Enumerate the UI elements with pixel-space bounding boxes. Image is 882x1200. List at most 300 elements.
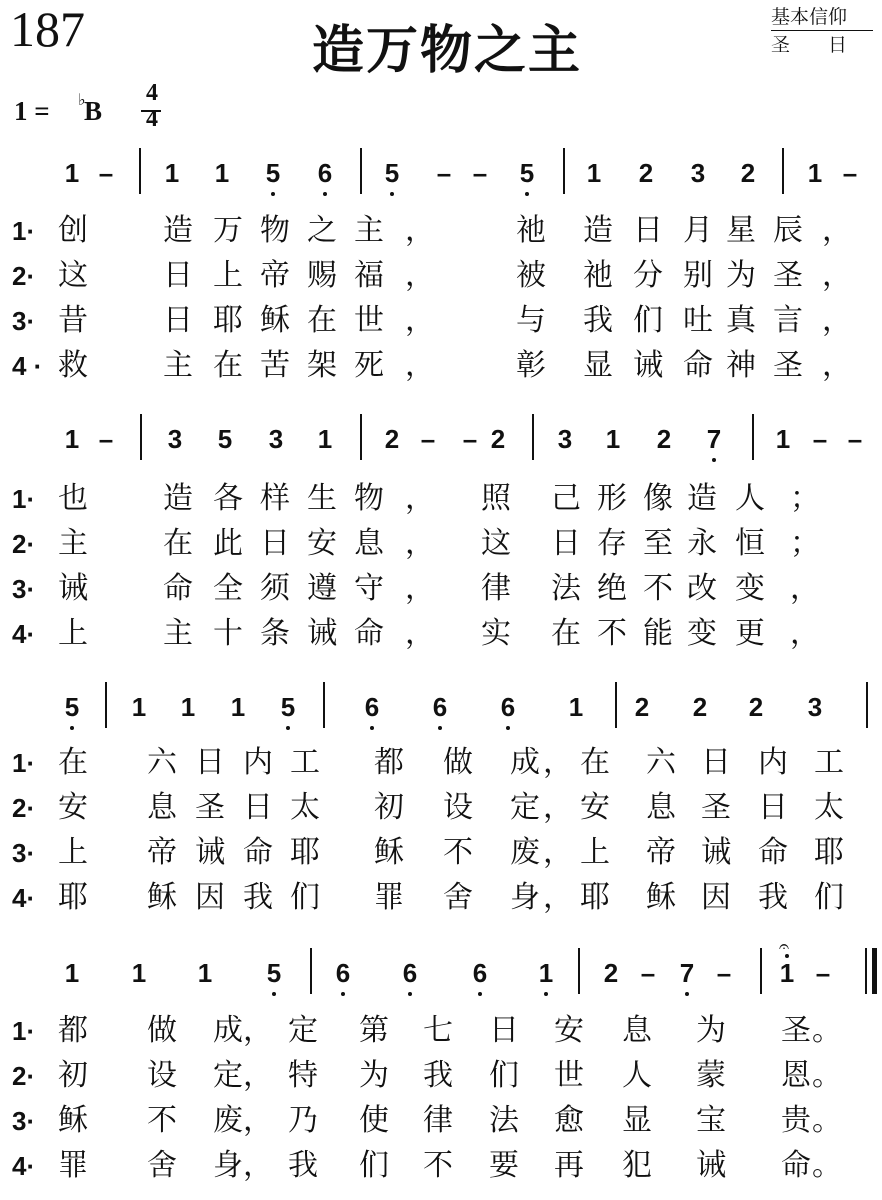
- lyric-char: 我: [758, 880, 788, 915]
- lyric-punctuation: ，: [243, 1058, 273, 1093]
- note: 1: [197, 958, 213, 988]
- note: –: [98, 158, 114, 188]
- lyric-punctuation: ，: [543, 880, 573, 915]
- note: –: [472, 158, 488, 188]
- lyric-char: 照: [481, 481, 511, 516]
- lyric-punctuation: ，: [405, 213, 435, 248]
- note: –: [842, 158, 858, 188]
- lyric-char: 像: [643, 481, 673, 516]
- note: –: [640, 958, 656, 988]
- lyric-char: 言: [773, 303, 803, 338]
- lyric-char: 创: [58, 213, 88, 248]
- lyric-char: 诫: [701, 835, 731, 870]
- lyric-char: 要: [489, 1148, 519, 1183]
- note: 1: [317, 424, 333, 454]
- lyric-char: 主: [354, 213, 384, 248]
- lyric-char: 们: [359, 1148, 389, 1183]
- lyric-char: 日: [163, 258, 193, 293]
- lyric-char: 律: [423, 1103, 453, 1138]
- lyric-char: 在: [213, 348, 243, 383]
- lyric-punctuation: ，: [405, 348, 435, 383]
- lyric-char: 身: [213, 1148, 243, 1183]
- lyric-char: 耶: [58, 880, 88, 915]
- lyric-char: 这: [481, 526, 511, 561]
- note: 6: [364, 692, 380, 722]
- lyric-char: 命: [243, 835, 273, 870]
- lyric-char: 圣: [195, 790, 225, 825]
- note: 1: [605, 424, 621, 454]
- note: 6: [432, 692, 448, 722]
- lyric-char: 造: [687, 481, 717, 516]
- lyric-char: 耶: [213, 303, 243, 338]
- lyric-char: 命: [354, 616, 384, 651]
- verse-number: 4·: [12, 619, 36, 649]
- lyric-char: 特: [288, 1058, 318, 1093]
- lyric-char: 十: [213, 616, 243, 651]
- note: 2: [740, 158, 756, 188]
- lyric-char: 存: [597, 526, 627, 561]
- lower-octave-dot: [712, 458, 716, 462]
- verse-number: 2·: [12, 529, 36, 559]
- lower-octave-dot: [341, 992, 345, 996]
- lyric-punctuation: ，: [543, 835, 573, 870]
- bar-line: [310, 948, 312, 994]
- time-signature-top: 4: [146, 80, 158, 106]
- lyric-char: 都: [374, 745, 404, 780]
- lyric-char: 人: [735, 481, 765, 516]
- note: 2: [603, 958, 619, 988]
- lyric-char: 圣: [773, 348, 803, 383]
- lyric-char: 设: [443, 790, 473, 825]
- lower-octave-dot: [286, 726, 290, 730]
- lyric-char: 内: [243, 745, 273, 780]
- key-signature: [14, 96, 50, 127]
- note: 2: [748, 692, 764, 722]
- lyric-char: 圣: [701, 790, 731, 825]
- note: –: [420, 424, 436, 454]
- lyric-char: 苦: [260, 348, 290, 383]
- note: 5: [519, 158, 535, 188]
- lyric-char: 日: [758, 790, 788, 825]
- lyric-char: 被: [516, 258, 546, 293]
- note: 6: [402, 958, 418, 988]
- lyric-char: 日: [260, 526, 290, 561]
- lyric-char: 上: [580, 835, 610, 870]
- lyric-char: 守: [354, 571, 384, 606]
- lyric-char: 诫: [195, 835, 225, 870]
- lyric-char: 主: [163, 616, 193, 651]
- verse-number: 3·: [12, 306, 36, 336]
- lyric-char: 不: [643, 571, 673, 606]
- note: 1: [586, 158, 602, 188]
- lyric-char: 太: [290, 790, 320, 825]
- note: 5: [384, 158, 400, 188]
- lyric-char: 安: [580, 790, 610, 825]
- lyric-char: 显: [622, 1103, 652, 1138]
- lyric-char: 之: [307, 213, 337, 248]
- lower-octave-dot: [323, 192, 327, 196]
- lyric-char: 做: [147, 1013, 177, 1048]
- lower-octave-dot: [544, 992, 548, 996]
- lyric-char: 吐: [683, 303, 713, 338]
- bar-line: [615, 682, 617, 728]
- lyric-char: 使: [359, 1103, 389, 1138]
- lyric-char: 们: [633, 303, 663, 338]
- lyric-char: 稣: [58, 1103, 88, 1138]
- verse-number: 2·: [12, 261, 36, 291]
- lyric-punctuation: ，: [822, 213, 852, 248]
- lyric-char: 帝: [646, 835, 676, 870]
- lyric-char: 不: [597, 616, 627, 651]
- note: 3: [167, 424, 183, 454]
- lower-octave-dot: [272, 992, 276, 996]
- lyric-punctuation: ；: [790, 526, 820, 561]
- lyric-char: 上: [58, 835, 88, 870]
- lyric-char: 舍: [443, 880, 473, 915]
- lyric-punctuation: ，: [822, 348, 852, 383]
- lyric-char: 我: [243, 880, 273, 915]
- lyric-char: 法: [489, 1103, 519, 1138]
- lyric-char: 定: [213, 1058, 243, 1093]
- category-bottom: 圣 日: [771, 34, 848, 56]
- lyric-char: 主: [163, 348, 193, 383]
- lower-octave-dot: [271, 192, 275, 196]
- lyric-char: 耶: [580, 880, 610, 915]
- lyric-char: 不: [423, 1148, 453, 1183]
- note: 2: [490, 424, 506, 454]
- lyric-punctuation: ，: [543, 745, 573, 780]
- lyric-char: 为: [726, 258, 756, 293]
- lyric-char: 耶: [290, 835, 320, 870]
- lyric-char: 别: [683, 258, 713, 293]
- note: 1: [164, 158, 180, 188]
- lyric-punctuation: 。: [812, 1013, 842, 1048]
- lyric-char: 日: [701, 745, 731, 780]
- lyric-char: 死: [354, 348, 384, 383]
- lyric-char: 律: [481, 571, 511, 606]
- lyric-char: 舍: [147, 1148, 177, 1183]
- lyric-char: 们: [290, 880, 320, 915]
- lyric-char: 安: [58, 790, 88, 825]
- bar-line: [139, 148, 141, 194]
- verse-number: 2·: [12, 1061, 36, 1091]
- final-bar-line-thick: [872, 948, 877, 994]
- lyric-char: 息: [622, 1013, 652, 1048]
- lyric-char: 在: [58, 745, 88, 780]
- note: –: [436, 158, 452, 188]
- lyric-char: 月: [683, 213, 713, 248]
- lyric-char: 命: [781, 1148, 811, 1183]
- verse-number: 1·: [12, 484, 36, 514]
- lyric-char: 为: [359, 1058, 389, 1093]
- verse-number: 1·: [12, 1016, 36, 1046]
- lyric-punctuation: ，: [405, 571, 435, 606]
- note: 5: [265, 158, 281, 188]
- lyric-char: 成: [213, 1013, 243, 1048]
- lyric-char: 在: [307, 303, 337, 338]
- note: 1: [131, 692, 147, 722]
- lyric-char: 永: [687, 526, 717, 561]
- bar-line: [578, 948, 580, 994]
- lyric-char: 彰: [516, 348, 546, 383]
- lyric-char: 形: [597, 481, 627, 516]
- lyric-char: 实: [481, 616, 511, 651]
- lyric-char: 神: [726, 348, 756, 383]
- note: 1: [775, 424, 791, 454]
- lyric-char: 都: [58, 1013, 88, 1048]
- lyric-char: 物: [354, 481, 384, 516]
- lyric-char: 蒙: [696, 1058, 726, 1093]
- lyric-char: 上: [58, 616, 88, 651]
- lyric-char: 在: [163, 526, 193, 561]
- lyric-char: 日: [489, 1013, 519, 1048]
- lyric-punctuation: 。: [812, 1103, 842, 1138]
- lyric-char: 安: [554, 1013, 584, 1048]
- lyric-punctuation: ，: [243, 1148, 273, 1183]
- lyric-char: 稣: [260, 303, 290, 338]
- hymn-title: 造万物之主: [312, 21, 583, 81]
- lyric-char: 变: [687, 616, 717, 651]
- lyric-char: 犯: [622, 1148, 652, 1183]
- lyric-char: 息: [646, 790, 676, 825]
- lyric-char: 废: [213, 1103, 243, 1138]
- verse-number: 3·: [12, 838, 36, 868]
- lyric-char: 稣: [147, 880, 177, 915]
- time-signature-bottom: 4: [146, 106, 158, 132]
- lower-octave-dot: [438, 726, 442, 730]
- final-bar-line-thin: [865, 948, 867, 994]
- lyric-char: 也: [58, 481, 88, 516]
- lyric-char: 己: [551, 481, 581, 516]
- lyric-char: 上: [213, 258, 243, 293]
- note: 1: [64, 158, 80, 188]
- lyric-punctuation: ，: [790, 616, 820, 651]
- note: 1: [180, 692, 196, 722]
- lyric-punctuation: ，: [405, 481, 435, 516]
- verse-number: 4 ·: [12, 351, 43, 381]
- lyric-char: 绝: [597, 571, 627, 606]
- lower-octave-dot: [70, 726, 74, 730]
- verse-number: 2·: [12, 793, 36, 823]
- note: –: [847, 424, 863, 454]
- lyric-char: 设: [147, 1058, 177, 1093]
- lyric-char: 定: [510, 790, 540, 825]
- lyric-char: 福: [354, 258, 384, 293]
- lower-octave-dot: [478, 992, 482, 996]
- lower-octave-dot: [506, 726, 510, 730]
- lyric-char: 改: [687, 571, 717, 606]
- note: –: [716, 958, 732, 988]
- lyric-char: 星: [726, 213, 756, 248]
- lyric-char: 日: [243, 790, 273, 825]
- lyric-char: 诫: [696, 1148, 726, 1183]
- lyric-char: 贵: [781, 1103, 811, 1138]
- lyric-char: 我: [288, 1148, 318, 1183]
- lyric-char: 们: [814, 880, 844, 915]
- lyric-char: 日: [551, 526, 581, 561]
- lyric-char: 人: [622, 1058, 652, 1093]
- bar-line: [532, 414, 534, 460]
- note: 5: [64, 692, 80, 722]
- flat-icon: ♭: [78, 90, 86, 109]
- lyric-char: 条: [260, 616, 290, 651]
- lyric-char: 我: [583, 303, 613, 338]
- note: –: [462, 424, 478, 454]
- lyric-char: 六: [646, 745, 676, 780]
- lyric-char: 此: [213, 526, 243, 561]
- lower-octave-dot: [408, 992, 412, 996]
- lyric-char: 七: [423, 1013, 453, 1048]
- lyric-char: 世: [554, 1058, 584, 1093]
- lyric-char: 辰: [773, 213, 803, 248]
- lyric-char: 全: [213, 571, 243, 606]
- lyric-char: 各: [213, 481, 243, 516]
- lyric-char: 罪: [58, 1148, 88, 1183]
- category-divider: [771, 30, 873, 31]
- lyric-punctuation: 。: [812, 1058, 842, 1093]
- lyric-char: 诫: [307, 616, 337, 651]
- lyric-char: 息: [354, 526, 384, 561]
- key-note: B: [84, 96, 103, 126]
- lyric-char: 至: [643, 526, 673, 561]
- lyric-char: 更: [735, 616, 765, 651]
- lyric-punctuation: ，: [405, 616, 435, 651]
- lyric-char: 昔: [58, 303, 88, 338]
- lyric-char: 须: [260, 571, 290, 606]
- note: 1: [779, 958, 795, 988]
- lyric-punctuation: ；: [790, 481, 820, 516]
- lyric-char: 稣: [374, 835, 404, 870]
- lyric-char: 祂: [583, 258, 613, 293]
- lyric-char: 圣: [773, 258, 803, 293]
- lyric-punctuation: ，: [822, 303, 852, 338]
- lyric-char: 耶: [814, 835, 844, 870]
- lyric-char: 样: [260, 481, 290, 516]
- lyric-punctuation: ，: [243, 1103, 273, 1138]
- lyric-char: 生: [307, 481, 337, 516]
- verse-number: 3·: [12, 1106, 36, 1136]
- note: –: [812, 424, 828, 454]
- note: 1: [230, 692, 246, 722]
- lyric-char: 在: [580, 745, 610, 780]
- note: 1: [64, 424, 80, 454]
- note: 3: [807, 692, 823, 722]
- lyric-char: 恩: [781, 1058, 811, 1093]
- note: 1: [568, 692, 584, 722]
- verse-number: 3·: [12, 574, 36, 604]
- lyric-char: 工: [814, 745, 844, 780]
- lyric-char: 显: [583, 348, 613, 383]
- lyric-char: 内: [758, 745, 788, 780]
- note: 6: [317, 158, 333, 188]
- bar-line: [563, 148, 565, 194]
- bar-line: [105, 682, 107, 728]
- bar-line: [866, 682, 868, 728]
- lyric-char: 分: [633, 258, 663, 293]
- lyric-char: 主: [58, 526, 88, 561]
- lyric-punctuation: ，: [405, 526, 435, 561]
- lyric-char: 法: [551, 571, 581, 606]
- lyric-char: 定: [288, 1013, 318, 1048]
- lyric-char: 成: [510, 745, 540, 780]
- lyric-char: 祂: [516, 213, 546, 248]
- note: 7: [679, 958, 695, 988]
- lyric-char: 废: [510, 835, 540, 870]
- lyric-char: 第: [359, 1013, 389, 1048]
- lyric-char: 宝: [696, 1103, 726, 1138]
- bar-line: [140, 414, 142, 460]
- lyric-char: 世: [354, 303, 384, 338]
- verse-number: 1·: [12, 216, 36, 246]
- lyric-char: 愈: [554, 1103, 584, 1138]
- bar-line: [782, 148, 784, 194]
- note: 7: [706, 424, 722, 454]
- note: 3: [268, 424, 284, 454]
- lyric-char: 与: [516, 303, 546, 338]
- note: 5: [280, 692, 296, 722]
- lyric-char: 造: [163, 213, 193, 248]
- lyric-char: 真: [726, 303, 756, 338]
- lyric-char: 身: [510, 880, 540, 915]
- note: –: [98, 424, 114, 454]
- lyric-char: 六: [147, 745, 177, 780]
- note: 1: [214, 158, 230, 188]
- lyric-char: 造: [163, 481, 193, 516]
- lyric-char: 命: [758, 835, 788, 870]
- lyric-char: 命: [163, 571, 193, 606]
- lyric-char: 工: [290, 745, 320, 780]
- lyric-char: 初: [58, 1058, 88, 1093]
- lyric-char: 因: [195, 880, 225, 915]
- lyric-char: 太: [814, 790, 844, 825]
- lyric-punctuation: ，: [822, 258, 852, 293]
- lyric-char: 初: [374, 790, 404, 825]
- hymn-number: 187: [10, 1, 85, 57]
- note: 2: [656, 424, 672, 454]
- lyric-char: 物: [260, 213, 290, 248]
- bar-line: [323, 682, 325, 728]
- note: 6: [500, 692, 516, 722]
- note: 5: [217, 424, 233, 454]
- lower-octave-dot: [370, 726, 374, 730]
- note: –: [815, 958, 831, 988]
- lyric-char: 赐: [307, 258, 337, 293]
- note: 1: [807, 158, 823, 188]
- lyric-punctuation: ，: [243, 1013, 273, 1048]
- note: 5: [266, 958, 282, 988]
- lower-octave-dot: [525, 192, 529, 196]
- verse-number: 1·: [12, 748, 36, 778]
- key-prefix: 1 =: [14, 96, 50, 126]
- lyric-punctuation: ，: [405, 303, 435, 338]
- lyric-char: 稣: [646, 880, 676, 915]
- lyric-char: 圣: [781, 1013, 811, 1048]
- lyric-char: 帝: [147, 835, 177, 870]
- lyric-char: 安: [307, 526, 337, 561]
- lyric-punctuation: 。: [812, 1148, 842, 1183]
- lyric-char: 恒: [735, 526, 765, 561]
- lyric-char: 能: [643, 616, 673, 651]
- lyric-char: 我: [423, 1058, 453, 1093]
- note: 1: [131, 958, 147, 988]
- lyric-char: 罪: [374, 880, 404, 915]
- lyric-char: 再: [554, 1148, 584, 1183]
- lyric-char: 命: [683, 348, 713, 383]
- lyric-char: 造: [583, 213, 613, 248]
- lyric-punctuation: ，: [790, 571, 820, 606]
- lyric-punctuation: ，: [543, 790, 573, 825]
- note: 3: [557, 424, 573, 454]
